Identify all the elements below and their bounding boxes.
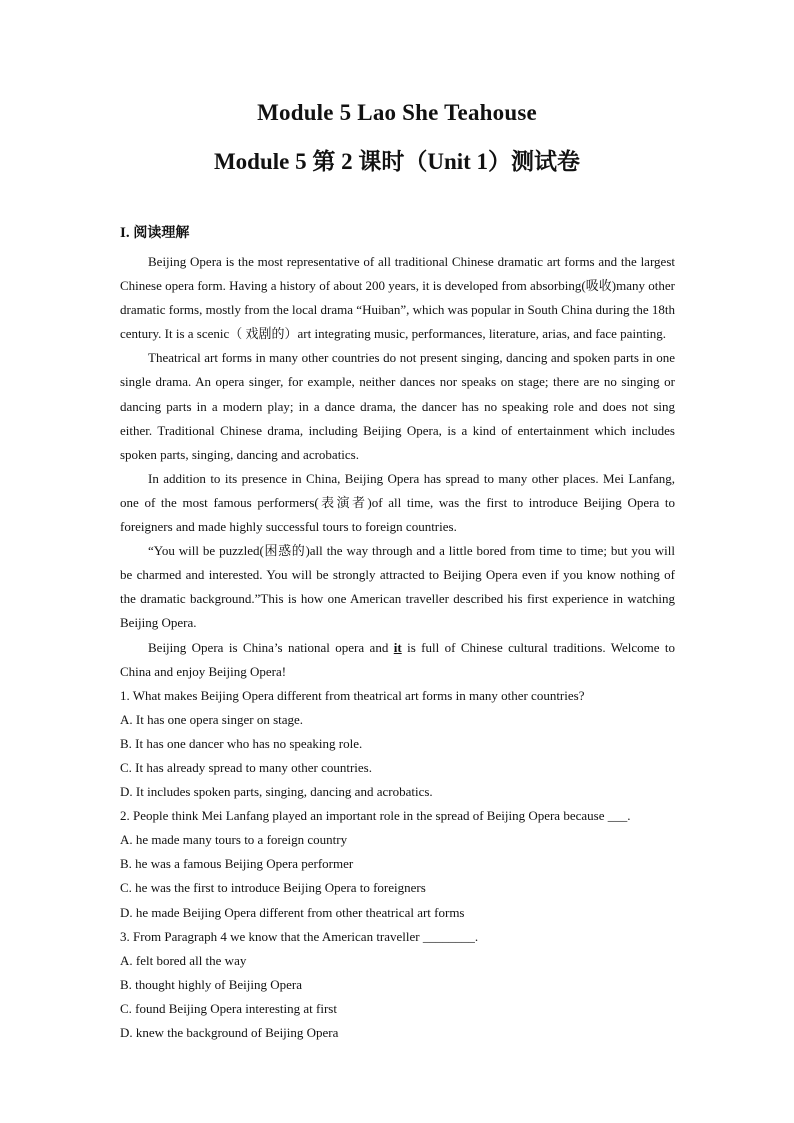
section-heading [120, 222, 189, 242]
question-3-option-a: A. felt bored all the way [120, 952, 247, 968]
paragraph-4: “You will be puzzled(困惑的)all the way through and a little bored from time to time; but you will be charmed and interested. You will be strongly attracted to Beijing Opera even if you know nothing of the dramatic background.”This is how one American traveller described his first experience in watching Beijing Opera. [120, 543, 675, 631]
question-2-option-a: A. he made many tours to a foreign country [120, 832, 348, 848]
document-title: Module 5 Lao She Teahouse [257, 100, 537, 125]
paragraph-3: In addition to its presence in China, Beijing Opera has spread to many other places. Mei Lanfang, one of the most famous performers(表演者)of all time, was the first to introduce Beijing Opera to foreigners and made highly successful tours to foreign countries. [120, 470, 675, 535]
paragraph-1: Beijing Opera is the most representative of all traditional Chinese dramatic art forms and the largest Chinese opera form. Having a history of about 200 years, it is developed from absorbing(吸收)many other dramatic forms, mostly from the local drama “Huiban”, which was popular in South China during the 18th century. It is a scenic（ 戏剧的）art integrating music, performances, literature, arias, and face painting. [120, 254, 675, 342]
question-1-option-a: A. It has one opera singer on stage. [120, 711, 304, 727]
question-1-stem: 1. What makes Beijing Opera different from theatrical art forms in many other countries? [120, 687, 585, 703]
question-1-option-c: C. It has already spread to many other countries. [120, 759, 372, 775]
section-number: I. [120, 225, 130, 241]
question-1-option-b: B. It has one dancer who has no speaking role. [120, 735, 363, 751]
question-2-stem: 2. People think Mei Lanfang played an important role in the spread of Beijing Opera because ___. [120, 808, 631, 824]
paragraph-5 [120, 636, 675, 684]
document-subtitle: Module 5 第 2 课时（Unit 1）测试卷 [213, 149, 581, 174]
question-3-option-b: B. thought highly of Beijing Opera [120, 976, 302, 992]
question-3-option-d: D. knew the background of Beijing Opera [120, 1025, 339, 1040]
question-3-option-c: C. found Beijing Opera interesting at first [120, 1000, 337, 1016]
question-2-option-b: B. he was a famous Beijing Opera performer [120, 856, 354, 872]
section-title: 阅读理解 [133, 225, 190, 241]
paragraph-5-start: Beijing Opera is China’s national opera and [148, 639, 394, 655]
paragraph-5-end: is full of Chinese cultural traditions. Welcome to China and enjoy Beijing Opera! [120, 639, 675, 679]
question-2-option-c: C. he was the first to introduce Beijing Opera to foreigners [120, 880, 426, 896]
paragraph-2: Theatrical art forms in many other countries do not present singing, dancing and spoken parts in one single drama. An opera singer, for example, neither dances nor speaks on stage; there are no singing or dancing parts in a modern play; in a dance drama, the dancer has no speaking role and does not sing either. Traditional Chinese drama, including Beijing Opera, is a kind of entertainment which includes spoken parts, singing, dancing and acrobatics. [120, 350, 675, 462]
reading-passage [120, 250, 675, 1045]
question-2-option-d: D. he made Beijing Opera different from other theatrical art forms [120, 904, 465, 920]
question-3-stem: 3. From Paragraph 4 we know that the American traveller ________. [120, 928, 479, 944]
question-1-option-d: D. It includes spoken parts, singing, dancing and acrobatics. [120, 784, 433, 800]
underlined-word-it: it [393, 639, 402, 655]
